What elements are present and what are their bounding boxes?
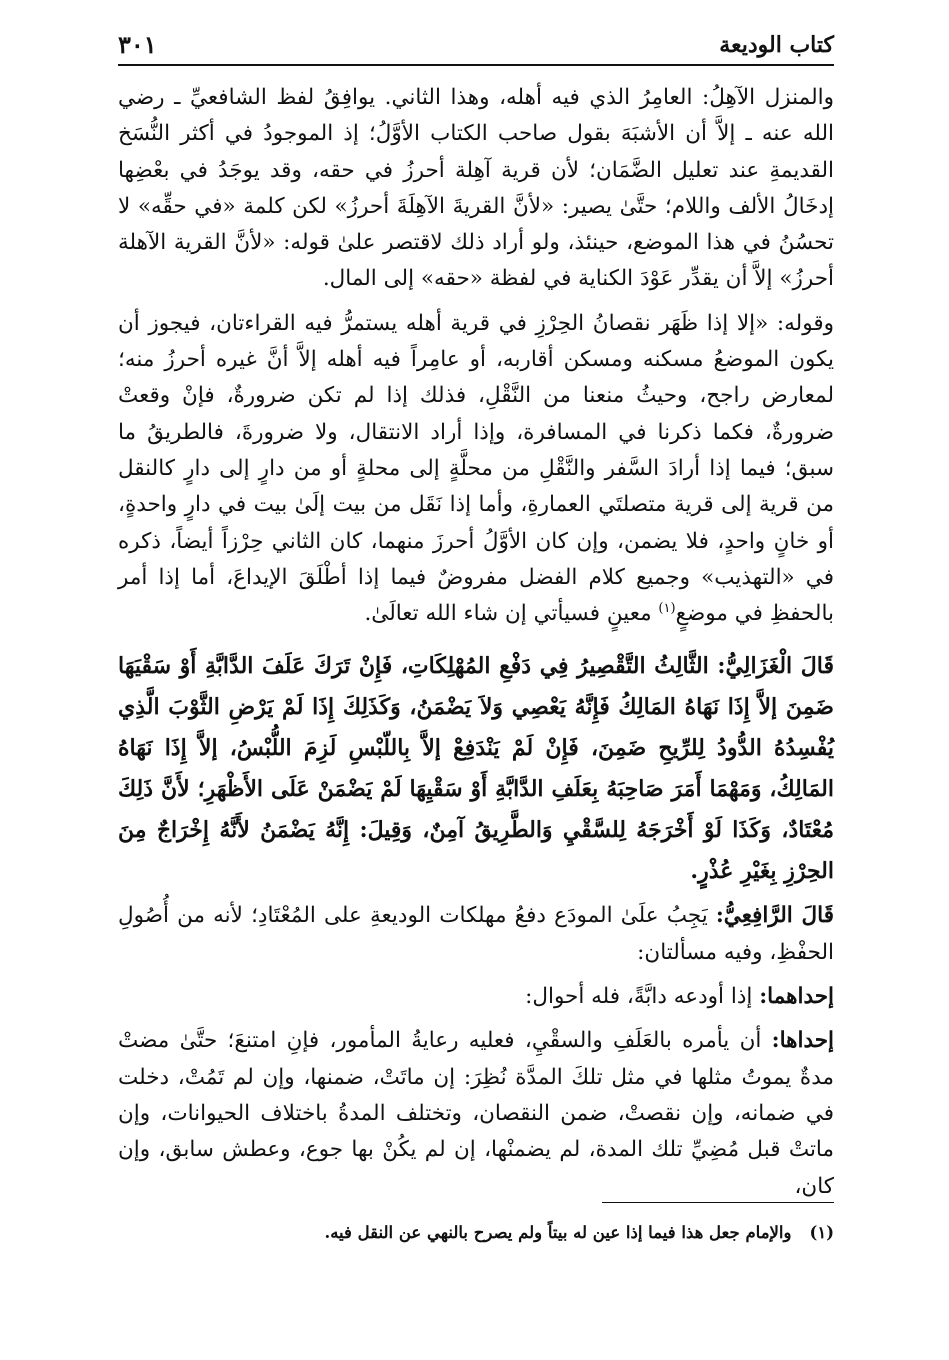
paragraph-text-continued: معينٍ فسيأتي إن شاء الله تعالَىٰ. bbox=[364, 601, 659, 627]
paragraph-lead: إحداها: bbox=[771, 1028, 834, 1054]
chapter-title: كتاب الوديعة bbox=[719, 32, 834, 58]
page-number: ٣٠١ bbox=[118, 30, 157, 59]
main-text bbox=[118, 80, 834, 1205]
footnote-1 bbox=[118, 1223, 834, 1242]
footnote-number: (١) bbox=[809, 1223, 834, 1242]
paragraph-text: إذا أودعه دابَّةً، فله أحوال: bbox=[525, 984, 760, 1010]
paragraph-text: والمنزل الآهِلُ: العامِرُ الذي فيه أهله، وهذا الثاني. يوافِقُ لفظ الشافعيِّ ـ رضي الله عنه ـ إلاَّ أن الأشبَهَ بقول صاحب الكتاب الأوَّلُ؛ إذ الموجودُ في أكثر النُّسَخ القديمةِ عند تعليل الضَّمَان؛ لأن قرية آهِلة أحرزُ في حقه، وقد يوجَدُ في بعْضِها إدخَالُ الألف واللام؛ حتَّىٰ يصير: «لأنَّ القريةَ الآهِلَةَ أحرزُ» لكن كلمة «في حقِّه» لا تحسُنُ في هذا الموضع، حينئذ، ولو أراد ذلك لاقتصر علىٰ قوله: «لأنَّ القرية الآهلة أحرزُ» إلاَّ أن يقدِّر عَوْدَ الكناية في لفظة «حقه» إلى المال. bbox=[118, 85, 834, 292]
paragraph-ghazali bbox=[118, 646, 834, 892]
paragraph-text: يَجِبُ علَىٰ المودَع دفعُ مهلكات الوديعةِ على المُعْتَادِ؛ لأنه من أُصُولِ الحفْظِ، وفيه مسألتان: bbox=[118, 903, 834, 965]
paragraph-lead: قَالَ الرَّافِعِيُّ: bbox=[715, 903, 834, 929]
paragraph-text: الثَّالِثُ التَّقْصِيرُ فِي دَفْعِ المُهْلِكَاتِ، فَإِنْ تَرَكَ عَلَفَ الدَّابَّةِ أَوْ سَقْيَهَا ضَمِنَ إلاَّ إِذَا نَهَاهُ المَالِكُ فَإِنَّهُ يَعْصِي وَلاَ يَضْمَنُ، وَكَذَلِكَ إِذَا لَمْ يَرْضِ الثَّوْبَ الَّذِي يُفْسِدُهُ الدُّودُ لِلرِّيحِ ضَمِنَ، فَإِنْ لَمْ يَنْدَفِعْ إلاَّ بِاللّبْسِ لَزِمَ اللُّبْسُ، إلاَّ إِذَا نَهَاهُ المَالِكُ، وَمَهْمَا أَمَرَ صَاحِبَهُ بِعَلَفِ الدَّابَّةِ أَوْ سَقْيِهَا لَمْ يَضْمَنْ عَلَى الأَظْهَرِ؛ لأَنَّ ذَلِكَ مُعْتَادٌ، وَكَذَا لَوْ أَخْرَجَهُ لِلسَّقْيِ وَالطَّرِيقُ آمِنٌ، وَقِيلَ: إِنَّهُ يَضْمَنُ لأَنَّهُ إِخْرَاجٌ مِنَ الحِرْزِ بِغَيْرِ عُذْرٍ. bbox=[118, 653, 834, 885]
paragraph-1 bbox=[118, 80, 834, 298]
paragraph-issue-one bbox=[118, 979, 834, 1015]
footnotes-section bbox=[118, 1202, 834, 1242]
paragraph-text: أن يأمره بالعَلَفِ والسقْيِ، فعليه رعايةُ المأمور، فإنِ امتنعَ؛ حتَّىٰ مضتْ مدةٌ يموتُ مثلها في مثل تلكَ المدَّة نُظِرَ: إن ماتَتْ، ضمنها، وإن لم تَمُتْ، دخلت في ضمانه، وإن نقصتْ، ضمن النقصان، وتختلف المدةُ باختلاف الحيوانات، وإن ماتتْ قبل مُضِيِّ تلك المدة، لم يضمنْها، إن لم يكُنْ بها جوع، وعطش سابق، وإن كان، bbox=[118, 1028, 834, 1199]
book-page bbox=[118, 22, 834, 1242]
footnote-reference[interactable]: (١) bbox=[658, 601, 676, 616]
paragraph-text: وقوله: «إلا إذا ظَهَر نقصانُ الحِرْزِ في قرية أهله يستمرُّ فيه القراءتان، فيجوز أن يكون الموضعُ مسكنه ومسكن أقاربه، أو عامِراً فيه أهله إلاَّ أنَّ غيره أحرزُ منه؛ لمعارض راجح، وحيثُ منعنا من النَّقْلِ، فذلك إذا لم تكن ضرورةٌ، فإنْ وقعتْ ضرورةٌ، فكما ذكرنا في المسافرة، وإذا أراد الانتقال، ولا ضرورةَ، فالطريقُ ما سبق؛ فيما إذا أرادَ السَّفر والنَّقْلِ من محلَّةٍ إلى محلةٍ أو من دارٍ إلى دارٍ كالنقل من قرية إلى قرية متصلتَي العمارةِ، وأما إذا نَقَل من بيت إلَىٰ بيت في دارٍ واحدةٍ، أو خانٍ واحدٍ، فلا يضمن، وإن كان الأوَّلُ أحرزَ منهما، كان الثاني حِرْزاً أيضاً، ذكره في «التهذيب» وجميع كلام الفضل مفروضٌ فيما إذا أطْلَقَ الإيداعَ، أما إذا أمر بالحفظِ في موضعٍ bbox=[118, 310, 834, 627]
paragraph-2 bbox=[118, 306, 834, 633]
footnote-divider bbox=[602, 1202, 834, 1203]
paragraph-lead: إحداهما: bbox=[759, 984, 834, 1010]
paragraph-lead: قَالَ الْغَزَالِيُّ: bbox=[717, 653, 834, 680]
paragraph-rafii bbox=[118, 898, 834, 971]
paragraph-case-one bbox=[118, 1023, 834, 1204]
footnote-text: والإمام جعل هذا فيما إذا عين له بيتاً ولم يصرح بالنهي عن النقل فيه. bbox=[324, 1223, 792, 1242]
page-header bbox=[118, 22, 834, 66]
